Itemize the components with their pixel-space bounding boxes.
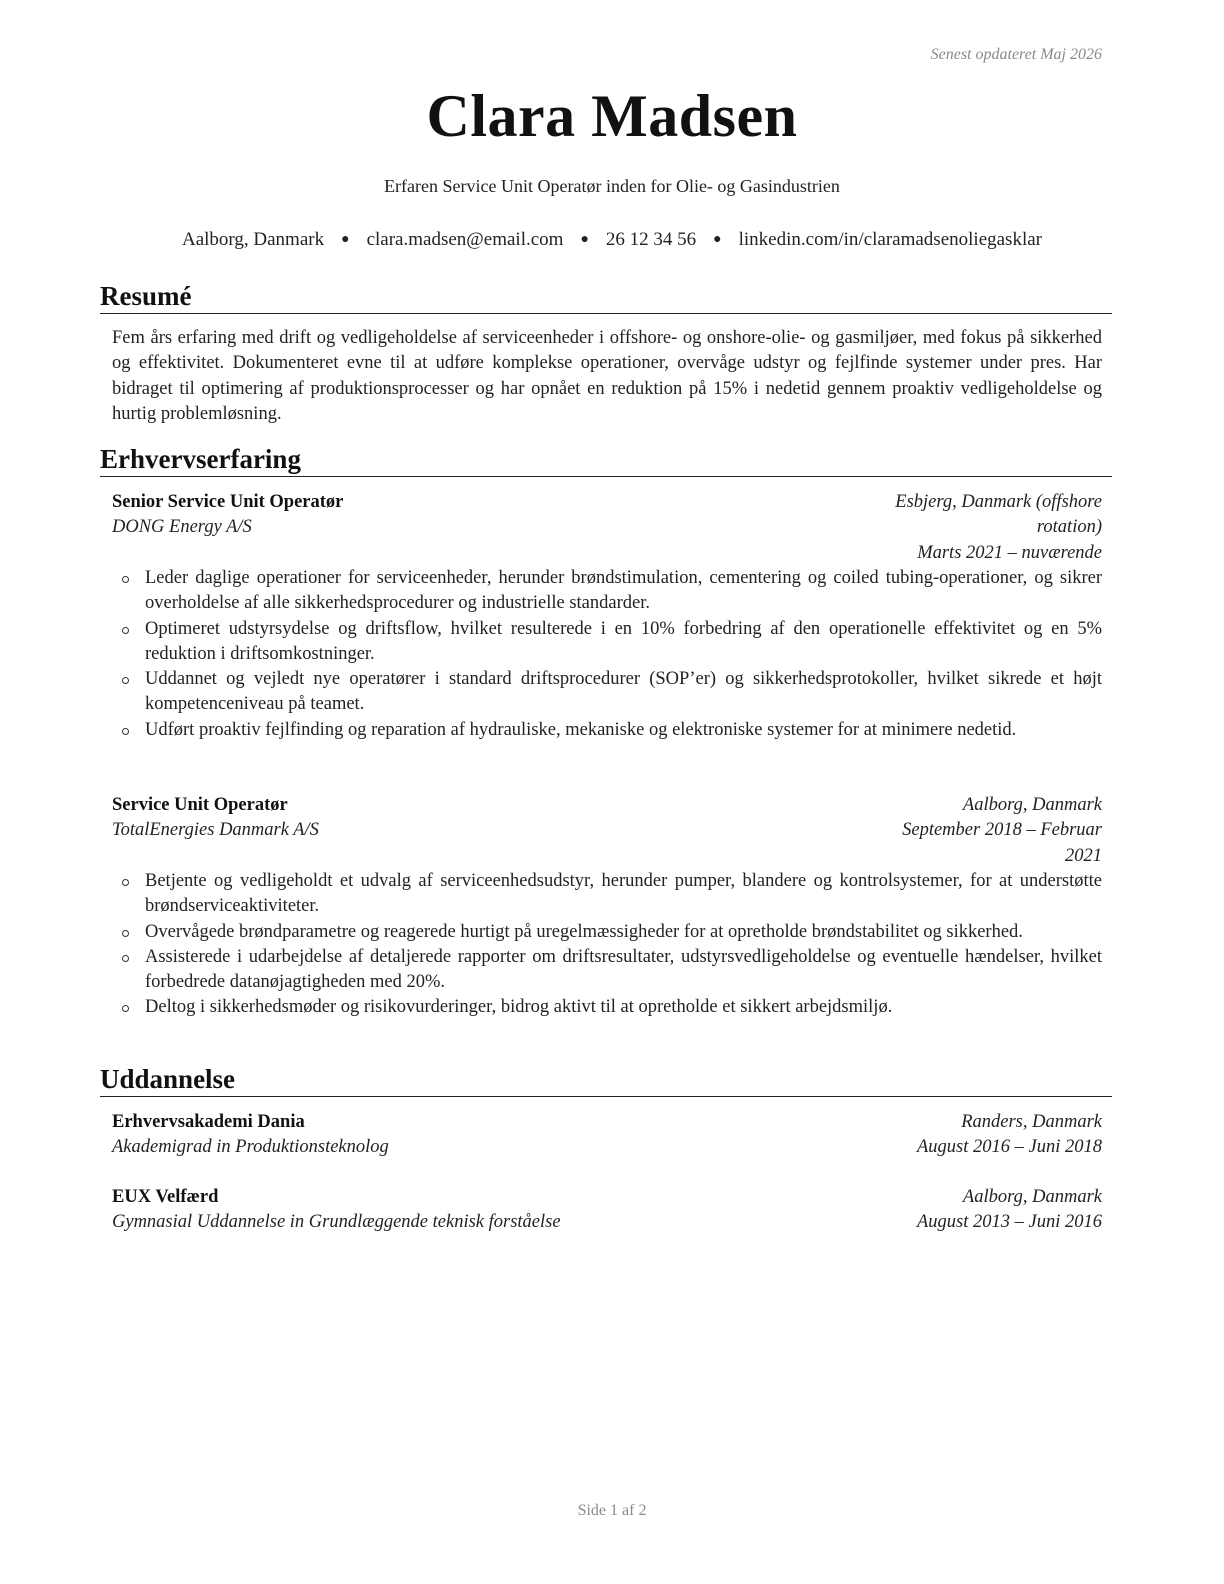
job-location: Esbjerg, Danmark (offshore (895, 492, 1102, 512)
list-item: Betjente og vedligeholdt et udvalg af serviceenhedsudstyr, herunder pumper, blandere og kontrolsystemer, for at understøtte brøndserviceaktiviteter. (112, 869, 1102, 920)
circle-bullet-icon (122, 1005, 129, 1012)
list-item: Uddannet og vejledt nye operatører i standard driftsprocedurer (SOP’er) og sikkerhedsprotokoller, hvilket sikrede et højt kompetenceniveau på teamet. (112, 667, 1102, 718)
circle-bullet-icon (122, 955, 129, 962)
job-company: DONG Energy A/S (112, 517, 252, 538)
circle-bullet-icon (122, 627, 129, 634)
page-number: Side 1 af 2 (577, 1502, 647, 1519)
contact-linkedin[interactable]: linkedin.com/in/claramadsenoliegasklar (738, 229, 1042, 250)
contact-line (0, 229, 1224, 251)
section-title-education: Uddannelse (100, 1062, 1112, 1097)
section-title-experience: Erhvervserfaring (100, 442, 1112, 477)
job-dates: September 2018 – Februar (902, 820, 1102, 841)
list-item: Deltog i sikkerhedsmøder og risikovurderinger, bidrog aktivt til at opretholde et sikkert arbejdsmiljø. (112, 995, 1102, 1020)
school-name: Erhvervsakademi Dania (112, 1112, 305, 1132)
job-entry-header (112, 793, 1102, 869)
education-dates: August 2016 – Juni 2018 (917, 1137, 1102, 1158)
job-entry-header (112, 490, 1102, 566)
bullet-separator-icon: ● (713, 232, 722, 247)
section-title-summary: Resumé (100, 279, 1112, 314)
circle-bullet-icon (122, 576, 129, 583)
bullet-separator-icon: ● (580, 232, 589, 247)
circle-bullet-icon (122, 677, 129, 684)
circle-bullet-icon (122, 728, 129, 735)
circle-bullet-icon (122, 930, 129, 937)
school-location: Aalborg, Danmark (962, 1187, 1102, 1207)
job-dates-cont: 2021 (1065, 845, 1102, 866)
education-dates: August 2013 – Juni 2016 (917, 1212, 1102, 1233)
list-item: Assisterede i udarbejdelse af detaljerede rapporter om driftsresultater, udstyrsvedligeholdelse og eventuelle hændelser, hvilket forbedrede datanøjagtigheden med 20%. (112, 945, 1102, 996)
job-dates: Marts 2021 – nuværende (917, 542, 1102, 563)
job-bullets (112, 566, 1102, 743)
bullet-separator-icon: ● (341, 232, 350, 247)
tagline: Erfaren Service Unit Operatør inden for Olie- og Gasindustrien (384, 176, 840, 196)
list-item: Optimeret udstyrsydelse og driftsflow, hvilket resulterede i en 10% forbedring af den operationelle effektivitet og en 5% reduktion i driftsomkostninger. (112, 617, 1102, 668)
job-location: Aalborg, Danmark (962, 795, 1102, 815)
education-entry (112, 1110, 1102, 1161)
job-role: Service Unit Operatør (112, 795, 288, 815)
summary-text: Fem års erfaring med drift og vedligeholdelse af serviceenheder i offshore- og onshore-olie- og gasmiljøer, med fokus på sikkerhed og effektivitet. Dokumenteret evne til at udføre komplekse operationer, overvåge udstyr og fejlfinde systemer under pres. Har bidraget til optimering af produktionsprocesser og har opnået en reduktion på 15% i nedetid gennem proaktiv vedligeholdelse og hurtig problemløsning. (112, 328, 1102, 424)
circle-bullet-icon (122, 879, 129, 886)
job-role: Senior Service Unit Operatør (112, 492, 344, 512)
degree-name: Akademigrad in Produktionsteknolog (112, 1137, 389, 1158)
job-location-cont: rotation) (1036, 517, 1102, 538)
contact-location: Aalborg, Danmark (181, 229, 325, 250)
contact-email[interactable]: clara.madsen@email.com (366, 229, 564, 250)
list-item: Udført proaktiv fejlfinding og reparation af hydrauliske, mekaniske og elektroniske systemer for at minimere nedetid. (112, 718, 1102, 743)
list-item: Leder daglige operationer for serviceenheder, herunder brøndstimulation, cementering og coiled tubing-operationer, og sikrer overholdelse af alle sikkerhedsprocedurer og industrielle standarder. (112, 566, 1102, 617)
education-entry (112, 1185, 1102, 1236)
last-updated: Senest opdateret Maj 2026 (930, 46, 1102, 63)
candidate-name: Clara Madsen (426, 83, 798, 149)
list-item: Overvågede brøndparametre og reagerede hurtigt på uregelmæssigheder for at opretholde brøndstabilitet og sikkerhed. (112, 920, 1102, 945)
contact-phone: 26 12 34 56 (605, 229, 697, 250)
school-location: Randers, Danmark (961, 1112, 1102, 1132)
degree-name: Gymnasial Uddannelse in Grundlæggende teknisk forståelse (112, 1212, 561, 1233)
job-company: TotalEnergies Danmark A/S (112, 820, 319, 841)
job-bullets (112, 869, 1102, 1021)
school-name: EUX Velfærd (112, 1187, 219, 1207)
